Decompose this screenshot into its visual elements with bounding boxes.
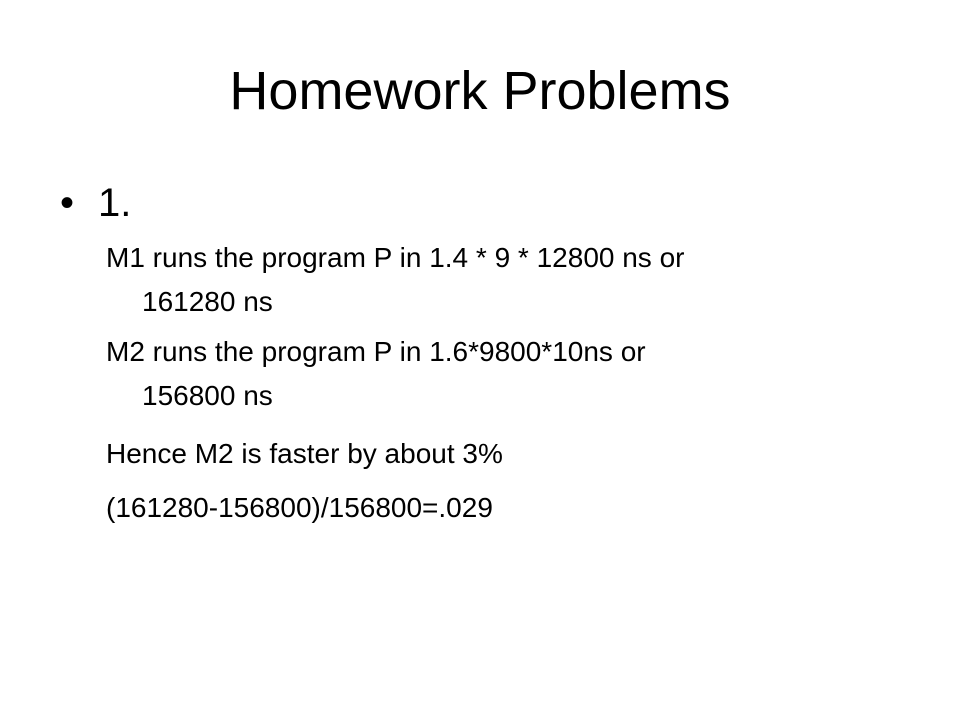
calculation-line <box>106 486 906 530</box>
bullet-label: 1. <box>98 181 132 225</box>
m2-runtime-text: M2 runs the program P in 1.6*9800*10ns or <box>106 336 646 367</box>
m1-runtime-text: M1 runs the program P in 1.4 * 9 * 12800 ns or <box>106 242 685 273</box>
bullet-marker: • <box>60 181 75 225</box>
m1-runtime-result: 161280 ns <box>142 286 273 317</box>
calculation-text: (161280-156800)/156800=.029 <box>106 492 493 523</box>
bullet-item <box>60 178 131 228</box>
slide-title: Homework Problems <box>229 61 731 121</box>
conclusion-text: Hence M2 is faster by about 3% <box>106 438 503 469</box>
m2-runtime-line <box>106 330 906 418</box>
conclusion-line <box>106 432 906 476</box>
m2-runtime-result: 156800 ns <box>142 380 273 411</box>
m1-runtime-line <box>106 236 906 324</box>
